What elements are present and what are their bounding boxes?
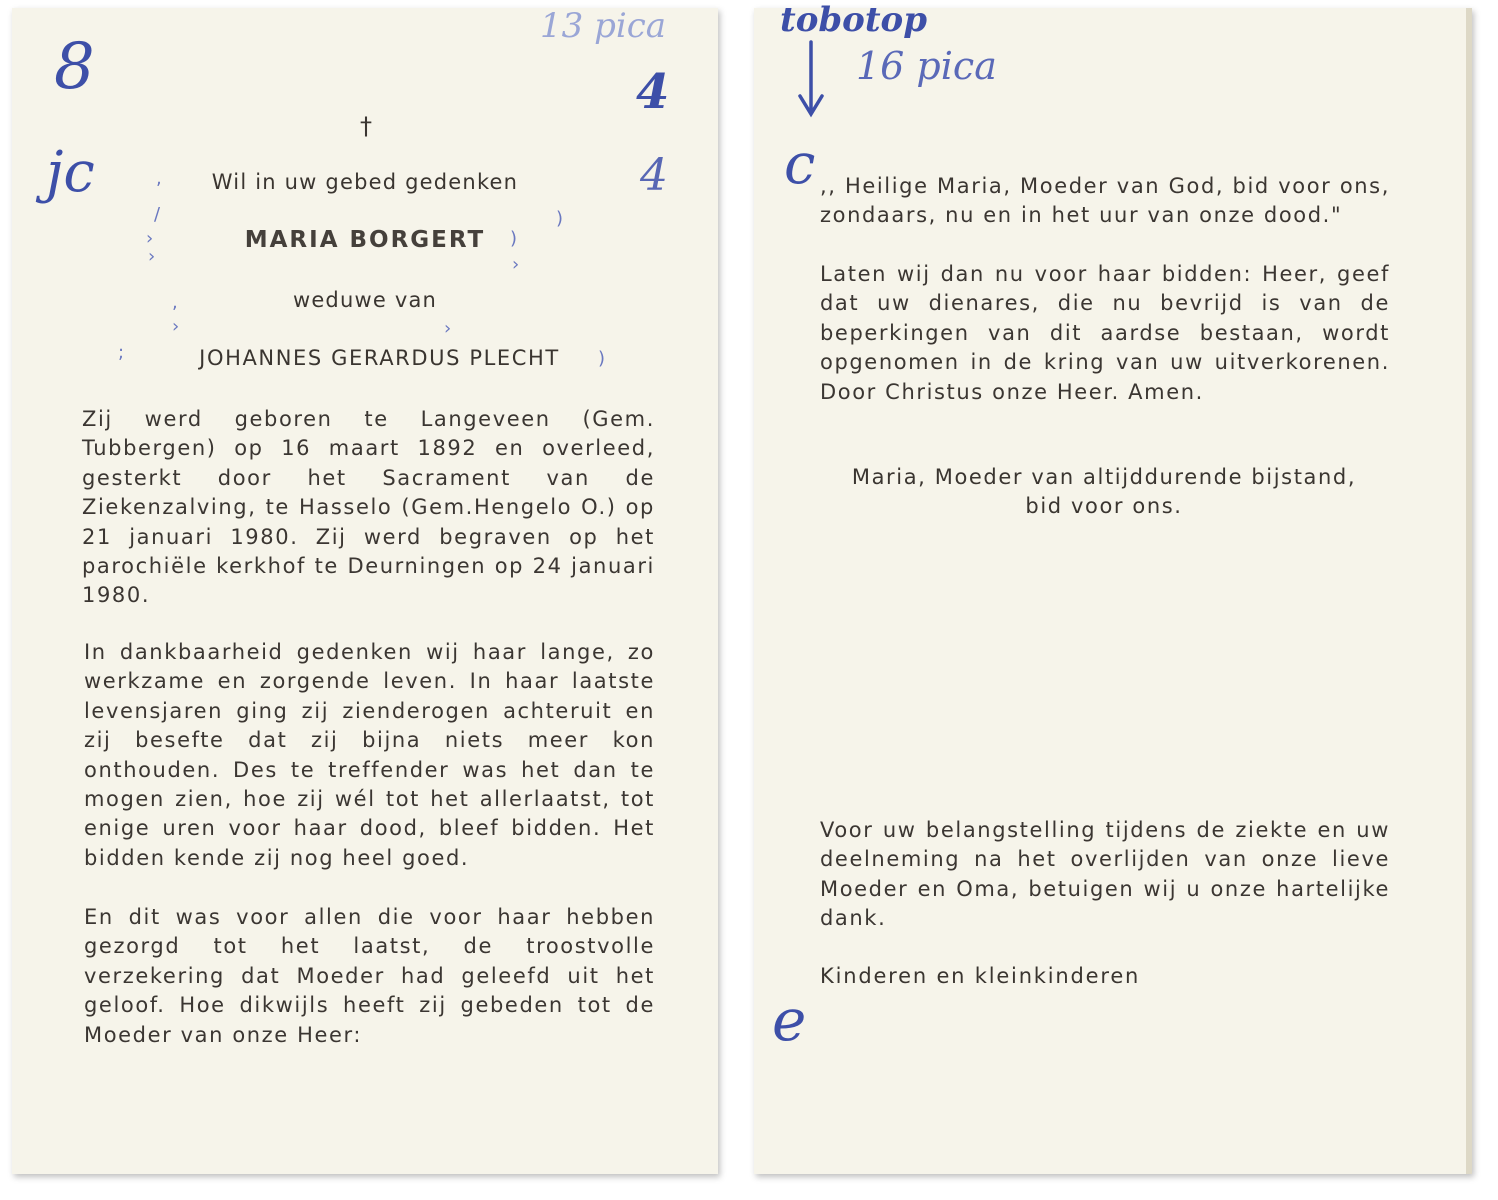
memory-paragraph: In dankbaarheid gedenken wij haar lange, zo werkzame en zorgende leven. In haar laatste levensjaren ging zij zienderogen achteruit en zij besefte dat zij bijna niets meer kon onthouden. Des te treffender was het dan te mogen zien, hoe zij wél tot het allerlaatst, tot enige uren voor haar dood, bleef bidden. Het bidden kende zij nog heel goed. bbox=[84, 640, 655, 870]
cross-icon: † bbox=[360, 112, 372, 140]
left-card-page bbox=[12, 8, 718, 1174]
handwritten-c-mark: c bbox=[784, 132, 816, 197]
handwritten-pica-left: 13 pica bbox=[540, 6, 667, 46]
hail-mary-quote: ,, Heilige Maria, Moeder van God, bid voor ons, zondaars, nu en in het uur van onze dood." bbox=[820, 174, 1390, 228]
widow-of-line: weduwe van bbox=[292, 288, 438, 312]
ink-mark: , bbox=[156, 168, 162, 189]
ink-mark: , bbox=[172, 292, 178, 313]
biography-paragraph: Zij werd geboren te Langeveen (Gem. Tubbergen) op 16 maart 1892 en overleed, gesterkt door het Sacrament van de Ziekenzalving, te Hasselo (Gem.Hengelo O.) op 21 januari 1980. Zij werd begraven op het parochiële kerkhof te Deurningen op 24 januari 1980. bbox=[82, 407, 655, 608]
right-card-page bbox=[754, 8, 1472, 1174]
ink-mark: › bbox=[172, 316, 180, 337]
invocation-line-1: Maria, Moeder van altijddurende bijstand, bbox=[851, 465, 1357, 489]
prayer-paragraph: Laten wij dan nu voor haar bidden: Heer, geef dat uw dienares, die nu bevrijd is van de beperkingen van dit aardse bestaan, wordt opgenomen in de kring van uw uitverkorenen. Door Christus onze Heer. Amen. bbox=[820, 262, 1390, 404]
handwritten-number-top: 4 bbox=[636, 64, 670, 120]
handwritten-pica-right: 16 pica bbox=[856, 44, 997, 88]
ink-mark: › bbox=[512, 254, 520, 275]
comfort-paragraph: En dit was voor allen die voor haar hebben gezorgd tot het laatst, de troostvolle verzekering dat Moeder had geleefd uit het geloof. Hoe dikwijls heeft zij gebeden tot de Moeder van onze Heer: bbox=[84, 905, 655, 1047]
handwritten-number-mid: 4 bbox=[640, 150, 668, 201]
ink-mark: › bbox=[146, 228, 154, 249]
handwritten-tobotop: tobotop bbox=[780, 0, 927, 40]
intro-line: Wil in uw gebed gedenken bbox=[211, 170, 519, 194]
signature-line: Kinderen en kleinkinderen bbox=[820, 964, 1141, 988]
invocation-line-2: bid voor ons. bbox=[1025, 494, 1183, 518]
ink-mark: ; bbox=[118, 342, 125, 363]
husband-name: JOHANNES GERARDUS PLECHT bbox=[199, 346, 560, 370]
handwritten-8-mark: 8 bbox=[54, 30, 95, 104]
ink-mark: › bbox=[148, 246, 156, 267]
ink-mark: ) bbox=[556, 208, 564, 229]
handwritten-e-mark: e bbox=[772, 986, 807, 1054]
ink-mark: ) bbox=[510, 228, 518, 249]
ink-mark: / bbox=[154, 204, 161, 225]
down-arrow-icon bbox=[796, 40, 826, 120]
ink-mark: › bbox=[444, 318, 452, 339]
ink-mark: ) bbox=[598, 348, 606, 369]
deceased-name: MARIA BORGERT bbox=[244, 227, 486, 253]
thanks-paragraph: Voor uw belangstelling tijdens de ziekte en uw deelneming na het overlijden van onze lieve Moeder en Oma, betuigen wij u onze hartelijke dank. bbox=[820, 818, 1390, 931]
handwritten-initials: jc bbox=[46, 140, 95, 205]
